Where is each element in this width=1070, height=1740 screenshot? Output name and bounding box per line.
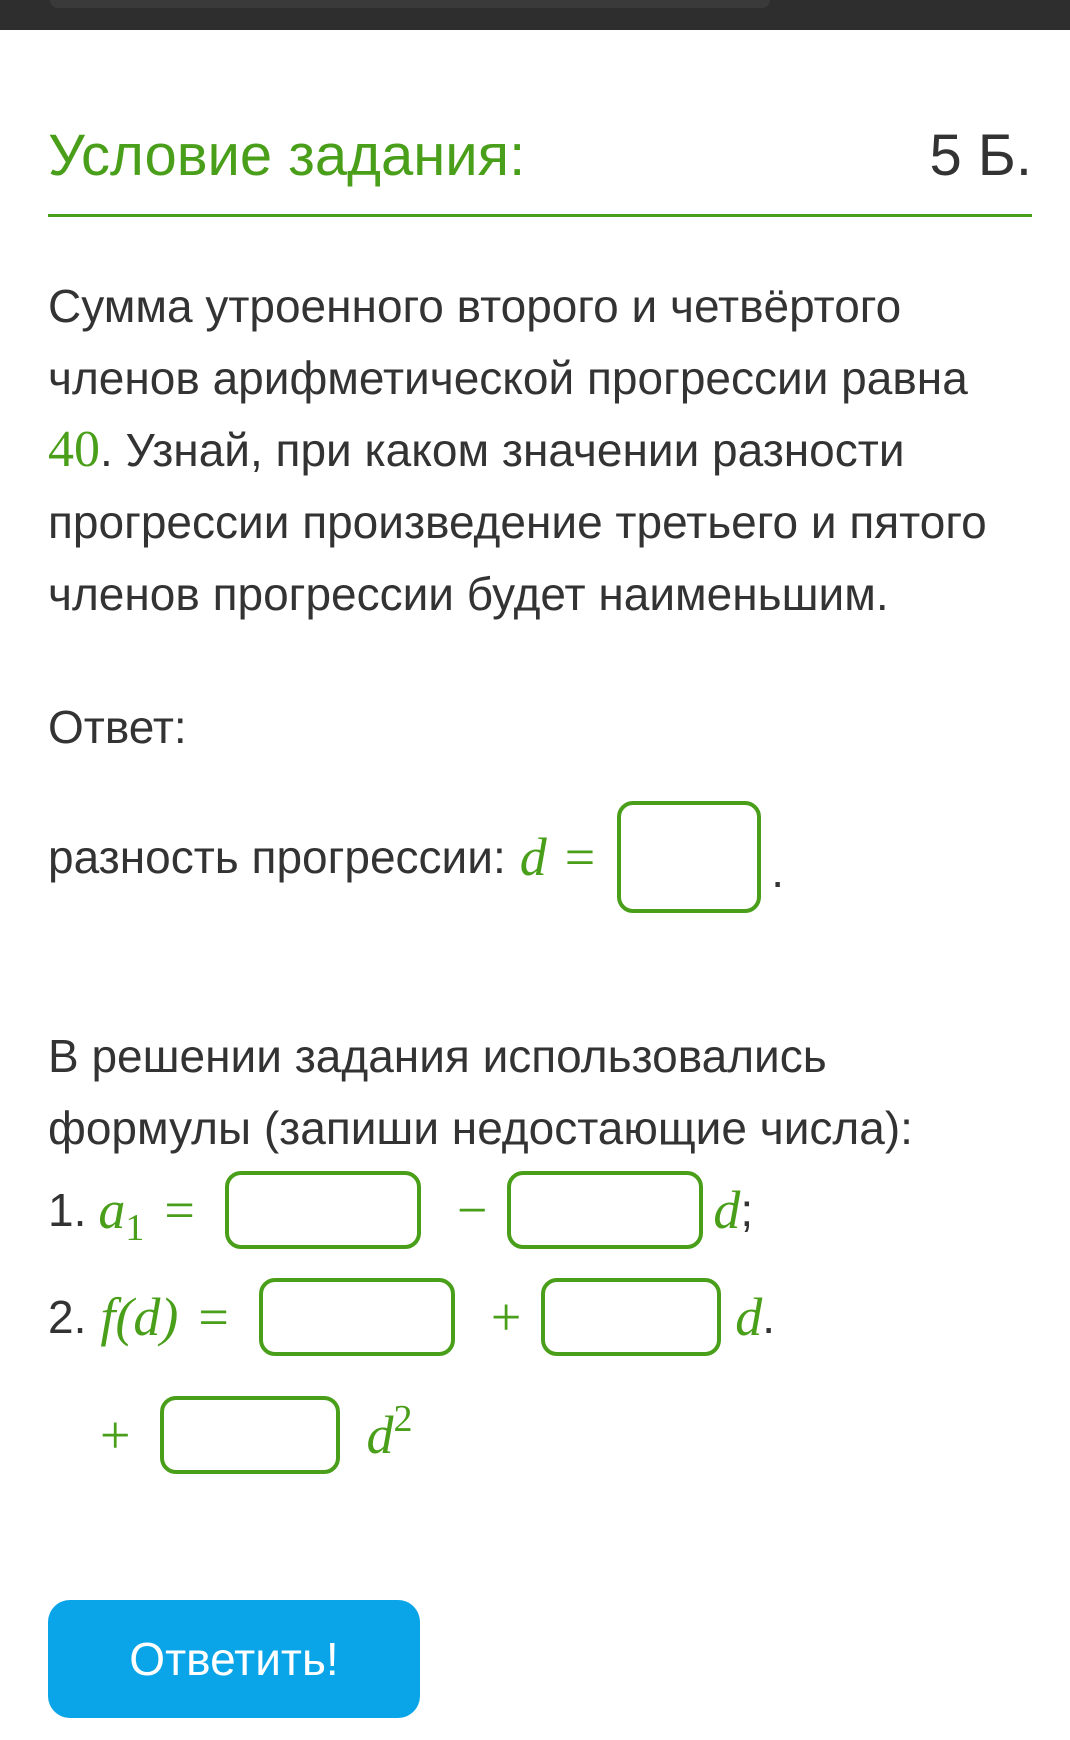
formula-3-plus: + [100, 1405, 131, 1465]
formula-2-row [48, 1272, 775, 1362]
formula-1-row [48, 1165, 753, 1255]
d-symbol: d [519, 827, 547, 887]
formula-1-minus: − [456, 1180, 488, 1240]
formula-2-d: d [735, 1287, 763, 1347]
task-text-part-2: . Узнай, при каком значении разности прогрессии произведение третьего и пятого членов прогрессии будет наименьшим. [48, 424, 987, 620]
task-number: 40 [48, 421, 100, 478]
formula-1-semicolon: ; [740, 1184, 754, 1236]
top-bar-tab [50, 0, 770, 8]
period: . [771, 845, 784, 897]
equals-sign: = [564, 827, 596, 887]
task-title: Условие задания: [48, 123, 526, 188]
formula-2-period: . [762, 1291, 776, 1343]
formula-3-row [100, 1390, 412, 1480]
formula-3-d-squared: $d^2$ [366, 1398, 413, 1465]
submit-button[interactable]: Ответить! [48, 1600, 420, 1718]
formula-3-input[interactable] [160, 1396, 340, 1474]
answer-label: Ответ: [48, 701, 187, 753]
formula-2-plus: + [490, 1287, 522, 1347]
task-header [48, 118, 1032, 217]
formula-2-number: 2. [48, 1291, 87, 1343]
formula-1-input-1[interactable] [225, 1171, 421, 1249]
task-text-part-1: Сумма утроенного второго и четвёртого членов арифметической прогрессии равна [48, 280, 968, 404]
formula-1-equals: = [164, 1180, 195, 1240]
difference-label: разность прогрессии: [48, 831, 506, 883]
formula-1-input-2[interactable] [507, 1171, 703, 1249]
formula-2-input-1[interactable] [259, 1278, 455, 1356]
formulas-intro: В решении задания использовались формулы (запиши недостающие числа): [48, 1030, 913, 1154]
formula-2-input-2[interactable] [541, 1278, 721, 1356]
formula-1-lhs: $a_1$ [98, 1180, 145, 1249]
task-text [48, 270, 1038, 630]
top-bar [0, 0, 1070, 30]
task-points: 5 Б. [929, 123, 1032, 188]
difference-input[interactable] [617, 801, 761, 913]
answer-row [48, 812, 784, 902]
formula-1-d: d [713, 1180, 741, 1240]
formula-2-equals: = [198, 1287, 229, 1347]
formula-2-lhs: f(d) [100, 1287, 179, 1347]
formula-1-number: 1. [48, 1184, 87, 1236]
